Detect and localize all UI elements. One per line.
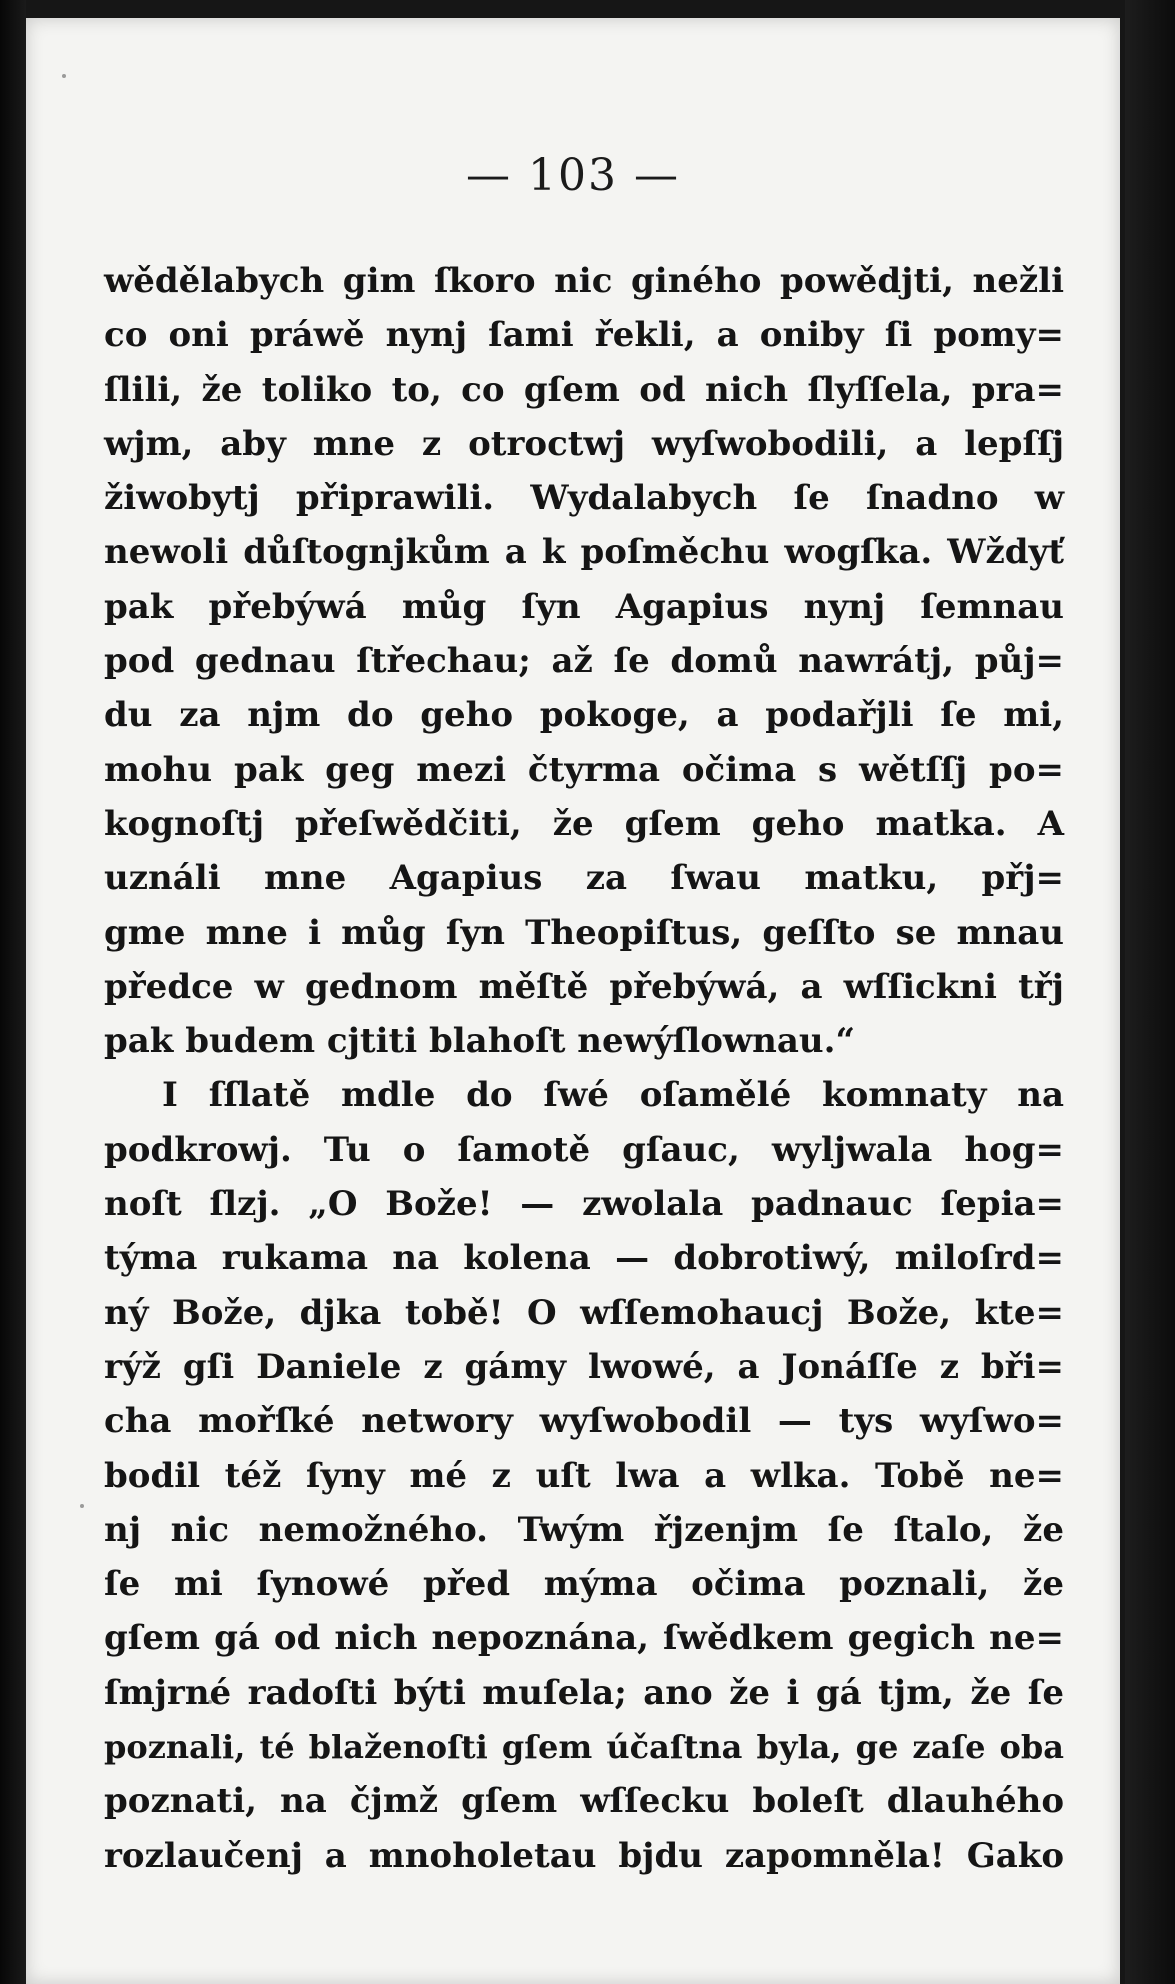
text-line: poznali, té blaženoſti gſem účaſtna byla, ge zaſe oba [104, 1728, 1064, 1767]
paper-speck [62, 74, 66, 78]
text-line: pod gednau ſtřechau; až ſe domů nawrátj, půj= [104, 641, 1064, 682]
text-line: ſlili, že toliko to, co gſem od nich ſlyſſela, pra= [104, 369, 1064, 410]
text-line: bodil též ſyny mé z uſt lwa a wlka. Tobě ne= [104, 1455, 1064, 1496]
book-page [26, 18, 1120, 1984]
text-line: ný Bože, djka tobě! O wſſemohaucj Bože, kte= [104, 1292, 1064, 1333]
text-line: gſem gá od nich nepoznána, ſwědkem gegich ne= [104, 1618, 1064, 1659]
text-line: pak přebýwá můg ſyn Agapius nynj ſemnau [104, 586, 1064, 627]
book-binding-edge [0, 0, 26, 1984]
text-line: poznati, na čjmž gſem wſſecku boleſt dlauhého [104, 1781, 1064, 1822]
text-line: noſt ſlzj. „O Bože! — zwolala padnauc ſepia= [104, 1184, 1064, 1225]
body-text [104, 254, 1064, 1883]
text-line: ſe mi ſynowé před mýma očima poznali, že [104, 1564, 1064, 1605]
text-line: wjm, aby mne z otroctwj wyſwobodili, a lepſſj [104, 423, 1064, 464]
text-line: nj nic nemožného. Twým řjzenjm ſe ſtalo, že [104, 1509, 1064, 1550]
text-line: newoli důſtognjkům a k poſměchu wogſka. Wždyť [104, 532, 1064, 573]
text-line: ſmjrné radoſti býti muſela; ano že i gá tjm, že ſe [104, 1672, 1064, 1713]
text-line: rozlaučenj a mnoholetau bjdu zapomněla! Gako [104, 1835, 1064, 1876]
paper-speck [80, 1504, 84, 1508]
text-line: wědělabych gim ſkoro nic giného powědjti, nežli [104, 261, 1064, 301]
text-line: žiwobytj připrawili. Wydalabych ſe ſnadno w [104, 478, 1064, 519]
text-line: rýž gſi Daniele z gámy lwowé, a Jonáſſe z bři= [104, 1346, 1064, 1387]
text-line: mohu pak geg mezi čtyrma očima s wětſſj po= [104, 749, 1064, 790]
text-line: cha mořſké networy wyſwobodil — tys wyſwo= [104, 1401, 1064, 1442]
text-line: podkrowj. Tu o ſamotě gſauc, wyljwala hog= [104, 1129, 1064, 1170]
text-line: du za njm do geho pokoge, a podařjli ſe mi, [104, 695, 1064, 736]
text-line: předce w gednom měſtě přebýwá, a wſſickni třj [104, 966, 1064, 1007]
text-line: kognoſtj přeſwědčiti, že gſem geho matka. A [104, 803, 1064, 844]
text-line: pak budem cjtiti blahoſt newýſlownau.“ [104, 1021, 856, 1062]
text-line: gme mne i můg ſyn Theopiſtus, geſſto se mnau [104, 912, 1064, 953]
text-line: týma rukama na kolena — dobrotiwý, miloſrd= [104, 1238, 1064, 1279]
text-line: I ſſlatě mdle do ſwé oſamělé komnaty na [162, 1075, 1064, 1116]
text-line: co oni práwě nynj ſami řekli, a oniby ſi pomy= [104, 315, 1064, 356]
page-number: — 103 — [466, 150, 680, 201]
page-stack-edge [1125, 0, 1175, 1984]
text-line: uználi mne Agapius za ſwau matku, přj= [104, 858, 1064, 899]
